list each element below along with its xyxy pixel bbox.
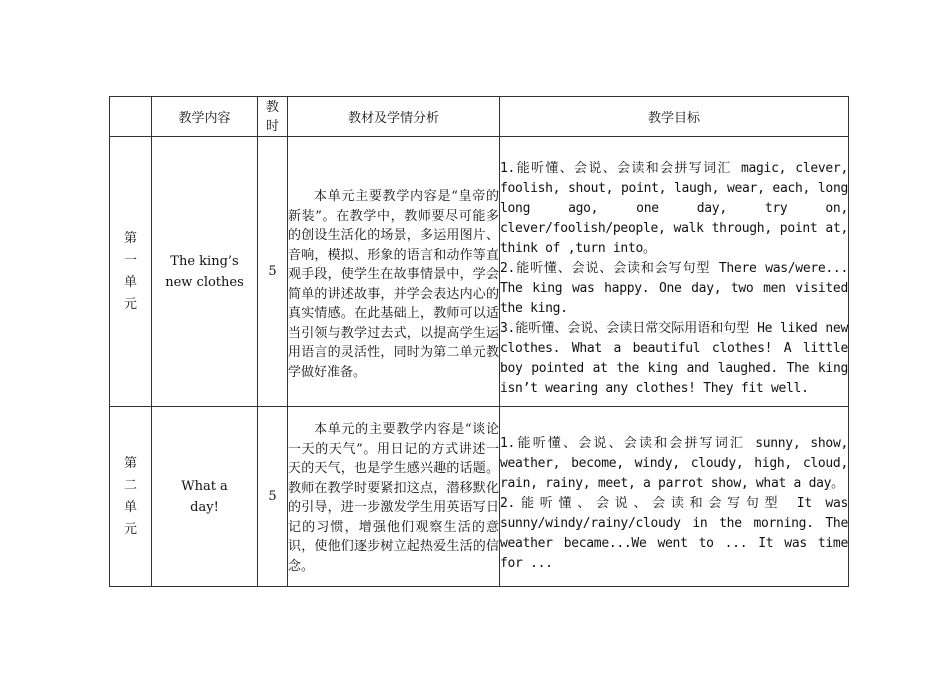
table-row [110, 407, 849, 587]
unit-char: 二 [123, 477, 137, 493]
unit-char: 单 [123, 274, 137, 290]
teaching-content [152, 407, 258, 587]
unit-char: 元 [123, 296, 137, 312]
goal-item: 3.能听懂、会说、会读日常交际用语和句型 He liked new clothes. What a beautiful clothes! A little boy pointed at the king and laughed. The king isn’t wearing any clothes! They fit well. [500, 320, 848, 396]
unit-char: 第 [123, 455, 137, 471]
header-blank [110, 97, 152, 137]
unit-label [110, 137, 152, 407]
content-line: new clothes [165, 274, 244, 290]
teaching-plan-table [109, 96, 849, 587]
analysis-text: 本单元主要教学内容是“皇帝的新装”。在教学中，教师要尽可能多的创设生活化的场景，多运用图片、音响，模拟、形象的语言和动作等直观手段，使学生在故事情景中，学会简单的讲述故事，并学会表达内心的真实情感。在此基础上，教师可以适当引领与教学过去式，以提高学生运用语言的灵活性，同时为第二单元教学做好准备。 [288, 137, 500, 407]
goal-item: 1.能听懂、会说、会读和会拼写词汇 magic, clever, foolish, shout, point, laugh, wear, each, long long ago, one day, try on, clever/foolish/people, walk through, point at, think of ,turn into。 [500, 160, 848, 256]
goals-cell [500, 407, 849, 587]
content-line: What a [181, 478, 228, 494]
header-class-hours [258, 97, 288, 137]
content-line: The king’s [170, 253, 239, 269]
unit-label [110, 407, 152, 587]
header-class-hours-line2: 时 [265, 118, 279, 134]
goals-cell [500, 137, 849, 407]
analysis-text: 本单元的主要教学内容是“谈论一天的天气”。用日记的方式讲述一天的天气，也是学生感兴趣的话题。教师在教学时要紧扣这点，潜移默化的引导，进一步激发学生用英语写日记的习惯，增强他们观察生活的意识，使他们逐步树立起热爱生活的信念。 [288, 407, 500, 587]
table-row [110, 137, 849, 407]
unit-char: 单 [123, 499, 137, 515]
unit-char: 一 [123, 252, 137, 268]
header-goals: 教学目标 [500, 97, 849, 137]
content-line: day! [190, 499, 219, 515]
goal-item: 2.能听懂、会说、会读和会写句型 There was/were... The king was happy. One day, two men visited the king. [500, 260, 848, 316]
goal-item: 1.能听懂、会说、会读和会拼写词汇 sunny, show, weather, become, windy, cloudy, high, cloud, rain, rainy, meet, a parrot show, what a day。 [500, 435, 848, 491]
unit-char: 第 [123, 230, 137, 246]
header-teaching-content: 教学内容 [152, 97, 258, 137]
teaching-content [152, 137, 258, 407]
header-analysis: 教材及学情分析 [288, 97, 500, 137]
class-hours: 5 [258, 407, 288, 587]
unit-char: 元 [123, 521, 137, 537]
header-row [110, 97, 849, 137]
goal-item: 2.能听懂、会说、会读和会写句型 It was sunny/windy/rainy/cloudy in the morning. The weather became...We went to ... It was time for ... [500, 495, 848, 571]
class-hours: 5 [258, 137, 288, 407]
header-class-hours-line1: 教 [265, 99, 279, 115]
